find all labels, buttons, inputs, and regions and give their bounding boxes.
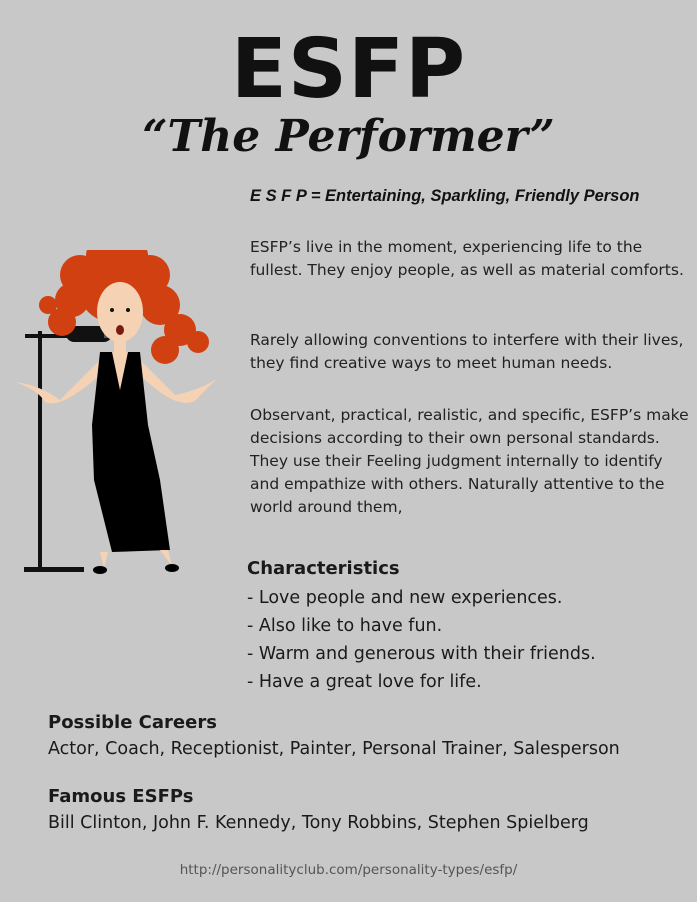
list-item: - Also like to have fun.: [247, 616, 443, 636]
famous-heading: Famous ESFPs: [48, 786, 194, 807]
characteristics-list: [247, 584, 596, 696]
source-url: http://personalityclub.com/personality-types/esfp/: [179, 862, 518, 878]
list-item: - Love people and new experiences.: [247, 588, 563, 608]
singer-with-microphone-illustration: [0, 250, 240, 590]
description-paragraph-3: Observant, practical, realistic, and specific, ESFP’s make decisions according to their own personal standards. They use their Feeling judgment internally to identify and empathize with others. Naturally attentive to the world around them,: [250, 406, 689, 516]
description-paragraph-1: ESFP’s live in the moment, experiencing life to the fullest. They enjoy people, as well as material comforts.: [250, 238, 684, 279]
list-item: - Warm and generous with their friends.: [247, 644, 596, 664]
page-subtitle: “The Performer”: [142, 111, 555, 162]
careers-heading: Possible Careers: [48, 712, 217, 733]
famous-text: Bill Clinton, John F. Kennedy, Tony Robbins, Stephen Spielberg: [48, 813, 589, 833]
characteristics-heading: Characteristics: [247, 558, 400, 579]
description-paragraph-2: Rarely allowing conventions to interfere with their lives, they find creative ways to meet human needs.: [250, 331, 684, 372]
page-title: ESFP: [230, 22, 467, 117]
list-item: - Have a great love for life.: [247, 672, 482, 692]
careers-text: Actor, Coach, Receptionist, Painter, Personal Trainer, Salesperson: [48, 739, 620, 759]
acronym-definition: E S F P = Entertaining, Sparkling, Friendly Person: [250, 187, 640, 205]
